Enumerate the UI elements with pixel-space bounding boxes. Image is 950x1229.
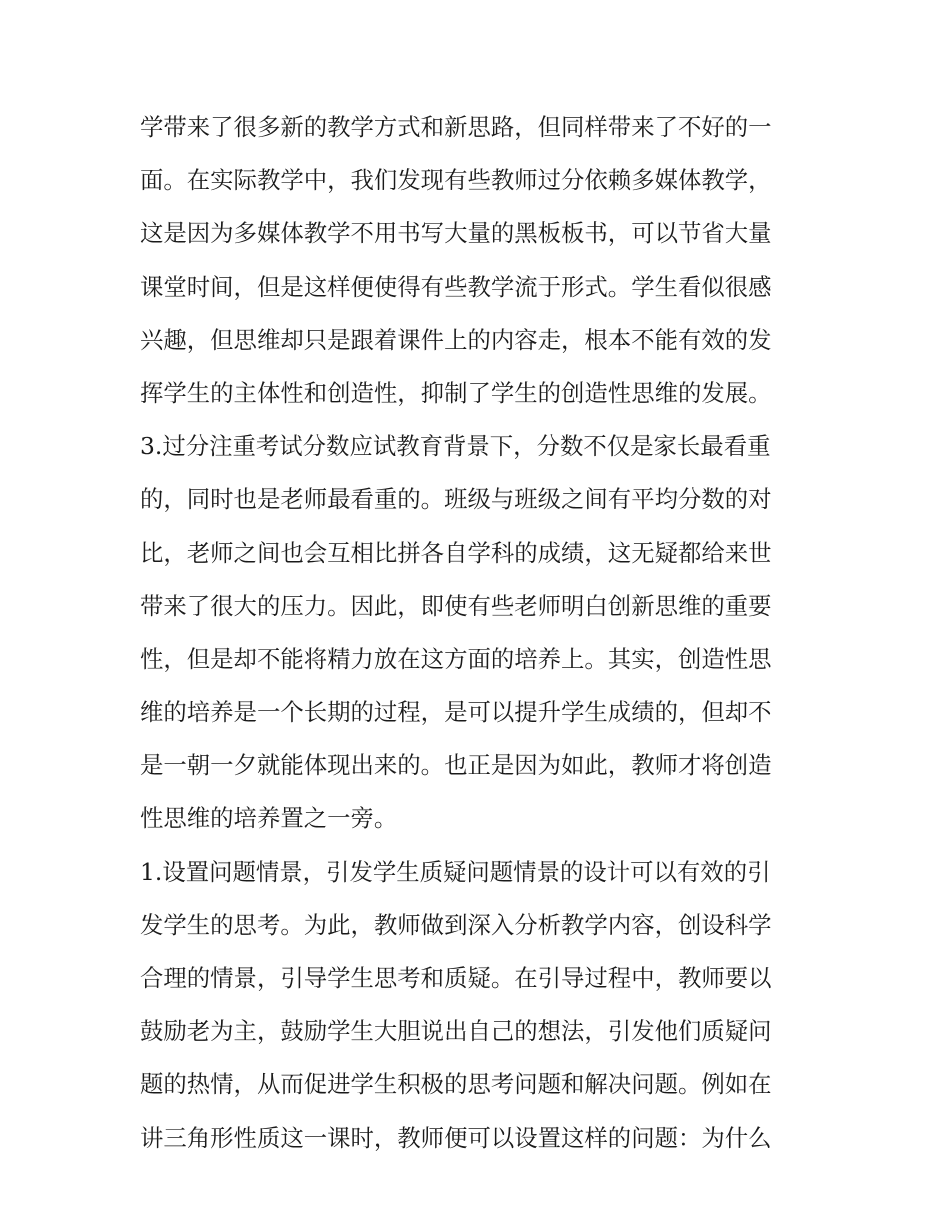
text-line: 是一朝一夕就能体现出来的。也正是因为如此，教师才将创造 (140, 751, 772, 780)
text-line: 性，但是却不能将精力放在这方面的培养上。其实，创造性思 (140, 644, 772, 673)
text-line: 比，老师之间也会互相比拼各自学科的成绩，这无疑都给来世 (140, 538, 772, 567)
text-line: 维的培养是一个长期的过程，是可以提升学生成绩的，但却不 (140, 698, 772, 727)
text-line: 合理的情景，引导学生思考和质疑。在引导过程中，教师要以 (140, 964, 772, 992)
text-line: 课堂时间，但是这样便使得有些教学流于形式。学生看似很感 (140, 272, 772, 301)
text-line: 带来了很大的压力。因此，即使有些老师明白创新思维的重要 (140, 591, 772, 620)
text-line: 的，同时也是老师最看重的。班级与班级之间有平均分数的对 (140, 485, 772, 514)
body-text (140, 101, 820, 1165)
text-line: 讲三角形性质这一课时，教师便可以设置这样的问题：为什么 (140, 1123, 772, 1152)
text-line: 3.过分注重考试分数应试教育背景下，分数不仅是家长最看重 (140, 432, 771, 461)
text-line: 挥学生的主体性和创造性，抑制了学生的创造性思维的发展。 (140, 378, 772, 407)
text-line: 学带来了很多新的教学方式和新思路，但同样带来了不好的一 (140, 113, 772, 141)
text-line: 发学生的思考。为此，教师做到深入分析教学内容，创设科学 (140, 910, 772, 939)
text-line: 题的热情，从而促进学生积极的思考问题和解决问题。例如在 (140, 1070, 772, 1099)
text-line: 性思维的培养置之一旁。 (140, 804, 398, 833)
text-line: 面。在实际教学中，我们发现有些教师过分依赖多媒体教学， (140, 166, 772, 195)
text-line: 1.设置问题情景，引发学生质疑问题情景的设计可以有效的引 (140, 857, 771, 886)
text-line: 这是因为多媒体教学不用书写大量的黑板板书，可以节省大量 (140, 219, 772, 248)
text-line: 兴趣，但思维却只是跟着课件上的内容走，根本不能有效的发 (140, 325, 772, 354)
text-line: 鼓励老为主，鼓励学生大胆说出自己的想法，引发他们质疑问 (140, 1017, 772, 1046)
